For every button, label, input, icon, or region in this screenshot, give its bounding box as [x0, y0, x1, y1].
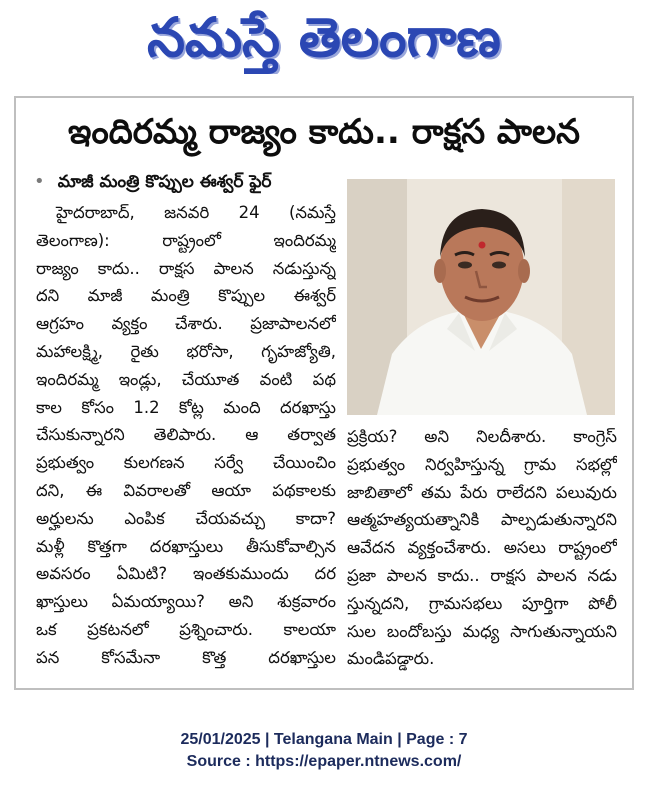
article-left-column: [36, 199, 336, 672]
left-column-line: అర్హులను ఎంపిక చేయవచ్చు కాదా?: [36, 508, 336, 528]
footer-edition-info: 25/01/2025 | Telangana Main | Page : 7: [180, 731, 468, 748]
left-column-line: అవసరం ఏమిటి? ఇంతకుముందు దర: [36, 564, 336, 584]
left-column-line: ఇందిరమ్మ ఇండ్లు, చేయూత వంటి పథ: [36, 369, 336, 389]
right-column-line: ఆవేదన వ్యక్తంచేశారు. అసలు రాష్ట్రంలో: [347, 538, 617, 558]
left-column-line: దని, ఈ వివరాలతో ఆయా పథకాలకు: [36, 480, 336, 500]
left-column-line: హైదరాబాద్, జనవరి 24 (నమస్తే: [56, 203, 336, 222]
footer-source-link: Source : https://epaper.ntnews.com/: [186, 753, 462, 770]
left-column-line: దని మాజీ మంత్రి కొప్పుల ఈశ్వర్: [36, 286, 336, 306]
right-column-line: ప్రక్రియ? అని నిలదీశారు. కాంగ్రెస్: [347, 427, 617, 446]
article-photo: [347, 179, 615, 415]
right-ear: [518, 259, 530, 283]
left-column-line: ప్రభుత్వం కులగణన సర్వే చేయించిం: [36, 453, 336, 473]
left-column-line: మళ్లీ కొత్తగా దరఖాస్తులు తీసుకోవాల్సిన: [36, 536, 336, 556]
right-eye: [492, 262, 506, 269]
article-subhead: [34, 168, 334, 196]
left-eye: [458, 262, 472, 269]
left-column-line: కాల కోసం 1.2 కోట్ల మంది దరఖాస్తు: [36, 397, 336, 417]
left-column-line: పన కోసమేనా కొత్త దరఖాస్తుల: [36, 647, 336, 667]
tilak-dot: [479, 242, 486, 249]
portrait-illustration: [347, 179, 615, 415]
masthead-title: నమస్తే తెలంగాణ: [147, 6, 501, 69]
right-column-line: స్తున్నదని, గ్రామసభలు పూర్తిగా పోలీ: [347, 593, 617, 613]
left-column-line: చేసుకున్నారని తెలిపారు. ఆ తర్వాత: [36, 425, 336, 445]
right-column-line: సుల బందోబస్తు మధ్య సాగుతున్నాయని: [347, 621, 617, 641]
subhead-bullet: •: [34, 171, 45, 192]
left-ear: [434, 259, 446, 283]
left-column-line: మహాలక్ష్మి, రైతు భరోసా, గృహజ్యోతి,: [36, 341, 336, 361]
right-column-line: ప్రభుత్వం నిర్వహిస్తున్న గ్రామ సభల్లో: [347, 454, 617, 474]
right-column-line: జాబితాలో తమ పేరు రాలేదని పలువురు: [347, 482, 617, 502]
left-column-line: ఆగ్రహం వ్యక్తం చేశారు. ప్రజాపాలనలో: [36, 314, 336, 334]
left-column-line: ఖాస్తులు ఏమయ్యాయి? అని శుక్రవారం: [36, 592, 336, 612]
left-column-line: తెలంగాణ): రాష్ట్రంలో ఇందిరమ్మ: [36, 230, 336, 250]
right-column-line: ఆత్మహత్యయత్నానికి పాల్పడుతున్నారని: [347, 510, 617, 530]
left-column-line: రాజ్యం కాదు.. రాక్షస పాలన నడుస్తున్న: [36, 258, 336, 278]
right-column-line: ప్రజా పాలన కాదు.. రాక్షస పాలన నడు: [347, 565, 617, 585]
subhead-text: మాజీ మంత్రి కొప్పుల ఈశ్వర్ ఫైర్: [57, 172, 272, 192]
article-headline: ఇందిరమ్మ రాజ్యం కాదు.. రాక్షస పాలన: [68, 112, 580, 152]
left-column-line: ఒక ప్రకటనలో ప్రశ్నించారు. కాలయా: [36, 619, 336, 639]
article-right-column: [347, 423, 617, 673]
right-column-line: మండిపడ్డారు.: [347, 649, 435, 669]
